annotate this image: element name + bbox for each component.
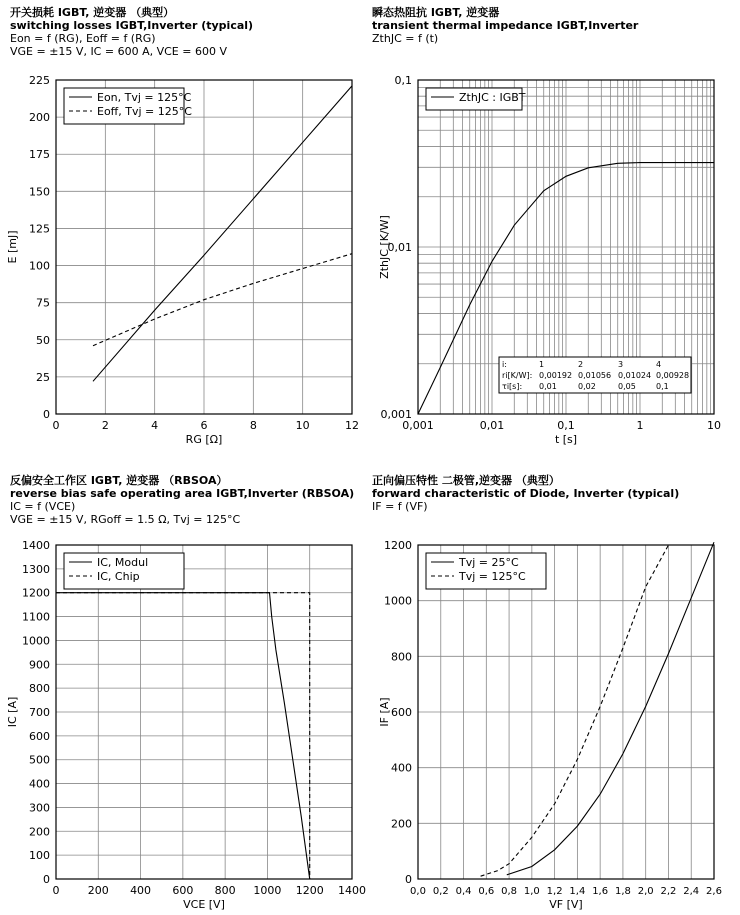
y-tick-label: 25 bbox=[36, 370, 50, 384]
chart1-conditions: VGE = ±15 V, IC = 600 A, VCE = 600 V bbox=[10, 45, 227, 58]
series-line bbox=[507, 542, 714, 875]
x-tick-label: 0,0 bbox=[410, 886, 426, 897]
y-axis-label: ZthJC [K/W] bbox=[378, 215, 391, 279]
chart1-title-cn: 开关损耗 IGBT, 逆变器 （典型） bbox=[10, 6, 175, 19]
grid bbox=[418, 545, 714, 879]
x-tick-label: 1400 bbox=[338, 884, 366, 897]
legend-label: ZthJC : IGBT bbox=[459, 91, 526, 104]
chart2-title-cn: 瞬态热阻抗 IGBT, 逆变器 bbox=[372, 6, 500, 19]
legend-label: Eon, Tvj = 125°C bbox=[97, 91, 192, 104]
x-tick-label: 0,8 bbox=[501, 886, 518, 897]
x-tick-label: 8 bbox=[249, 419, 257, 432]
param-table-cell: 0,01024 bbox=[618, 371, 652, 380]
param-table-cell: 0,1 bbox=[656, 382, 669, 391]
x-tick-label: 1,6 bbox=[592, 886, 609, 897]
x-tick-label: 2,0 bbox=[637, 886, 654, 897]
y-tick-label: 800 bbox=[391, 650, 412, 664]
y-tick-label: 1200 bbox=[384, 539, 412, 552]
chart1-title-en: switching losses IGBT,Inverter (typical) bbox=[10, 19, 254, 32]
param-table-header: i: bbox=[502, 360, 507, 369]
param-table-header: 4 bbox=[656, 360, 662, 369]
chart3-title-en: reverse bias safe operating area IGBT,Inverter (RBSOA) bbox=[10, 487, 355, 500]
y-tick-label: 1100 bbox=[22, 610, 50, 624]
y-tick-label: 125 bbox=[29, 222, 50, 236]
y-tick-label: 75 bbox=[36, 296, 50, 310]
x-tick-label: 6 bbox=[200, 419, 208, 432]
x-tick-label: 600 bbox=[172, 884, 194, 897]
x-tick-label: 1,8 bbox=[614, 886, 631, 897]
chart-2 bbox=[378, 74, 721, 446]
param-table bbox=[499, 357, 691, 393]
x-tick-label: 0,01 bbox=[479, 419, 505, 432]
x-tick-label: 200 bbox=[87, 884, 109, 897]
y-tick-label: 600 bbox=[29, 729, 50, 743]
series-line bbox=[93, 86, 352, 381]
legend bbox=[426, 88, 526, 110]
x-tick-label: 1200 bbox=[295, 884, 324, 897]
y-tick-label: 0,01 bbox=[387, 241, 412, 254]
chart3-title-cn: 反偏安全工作区 IGBT, 逆变器 （RBSOA） bbox=[10, 474, 228, 487]
chart-3 bbox=[6, 539, 366, 911]
y-tick-label: 700 bbox=[29, 706, 50, 719]
legend-label: Tvj = 125°C bbox=[459, 570, 526, 583]
y-tick-label: 900 bbox=[29, 658, 50, 672]
y-tick-label: 1400 bbox=[22, 539, 50, 552]
param-table-header: 2 bbox=[578, 360, 584, 369]
series-line bbox=[93, 254, 352, 346]
x-tick-label: 0,4 bbox=[455, 886, 472, 897]
x-axis-label: t [s] bbox=[554, 433, 578, 446]
x-tick-label: 1,4 bbox=[569, 886, 586, 897]
param-table-cell: 0,05 bbox=[618, 382, 636, 391]
y-tick-label: 0 bbox=[405, 873, 412, 886]
x-tick-label: 10 bbox=[295, 419, 310, 432]
x-tick-label: 2,6 bbox=[706, 886, 722, 897]
y-tick-label: 50 bbox=[36, 333, 50, 347]
chart4-title-en: forward characteristic of Diode, Inverter (typical) bbox=[372, 487, 680, 500]
y-tick-label: 100 bbox=[29, 259, 50, 273]
chart4-formula: IF = f (VF) bbox=[372, 500, 428, 513]
x-tick-label: 1 bbox=[636, 419, 644, 432]
x-tick-label: 4 bbox=[151, 419, 159, 432]
y-tick-label: 0,1 bbox=[394, 74, 412, 87]
y-tick-label: 225 bbox=[29, 74, 50, 87]
y-tick-label: 0 bbox=[43, 873, 50, 886]
y-tick-label: 175 bbox=[29, 148, 50, 162]
y-tick-label: 1300 bbox=[22, 562, 50, 576]
chart-1 bbox=[6, 74, 359, 446]
chart3-conditions: VGE = ±15 V, RGoff = 1.5 Ω, Tvj = 125°C bbox=[10, 513, 241, 526]
x-axis-label: RG [Ω] bbox=[185, 433, 223, 446]
y-tick-label: 1200 bbox=[22, 586, 50, 600]
x-tick-label: 0 bbox=[52, 884, 60, 897]
x-tick-label: 2,2 bbox=[660, 886, 677, 897]
y-axis-label: IC [A] bbox=[6, 696, 19, 728]
grid bbox=[56, 80, 352, 414]
y-tick-label: 200 bbox=[391, 817, 412, 831]
x-tick-label: 10 bbox=[707, 419, 721, 432]
y-tick-label: 200 bbox=[29, 111, 50, 125]
x-tick-label: 0,001 bbox=[402, 419, 434, 432]
param-table-cell: ri[K/W]: bbox=[502, 371, 533, 380]
x-tick-label: 1000 bbox=[253, 884, 282, 897]
chart-4 bbox=[378, 539, 722, 911]
chart1-formula: Eon = f (RG), Eoff = f (RG) bbox=[10, 32, 156, 45]
x-tick-label: 800 bbox=[214, 884, 236, 897]
y-tick-label: 150 bbox=[29, 185, 50, 199]
chart2-title-en: transient thermal impedance IGBT,Inverter bbox=[372, 19, 639, 32]
param-table-cell: 0,00928 bbox=[656, 371, 690, 380]
param-table-header: 3 bbox=[618, 360, 624, 369]
legend bbox=[64, 553, 184, 589]
param-table-cell: 0,01056 bbox=[578, 371, 612, 380]
legend-label: IC, Modul bbox=[97, 556, 149, 569]
param-table-cell: 0,01 bbox=[539, 382, 557, 391]
chart2-formula: ZthJC = f (t) bbox=[372, 32, 439, 45]
y-axis-label: IF [A] bbox=[378, 697, 391, 727]
x-tick-label: 2 bbox=[101, 419, 109, 432]
y-tick-label: 300 bbox=[29, 801, 50, 815]
x-tick-label: 0 bbox=[52, 419, 60, 432]
x-tick-label: 1,0 bbox=[523, 886, 540, 897]
param-table-cell: 0,02 bbox=[578, 382, 596, 391]
legend-label: IC, Chip bbox=[97, 570, 140, 583]
legend bbox=[64, 88, 192, 124]
legend bbox=[426, 553, 546, 589]
param-table-cell: τi[s]: bbox=[502, 382, 523, 391]
chart4-title-cn: 正向偏压特性 二极管,逆变器 （典型） bbox=[372, 474, 560, 487]
x-tick-label: 12 bbox=[345, 419, 359, 432]
y-tick-label: 100 bbox=[29, 849, 50, 863]
legend-label: Tvj = 25°C bbox=[459, 556, 519, 569]
chart3-formula: IC = f (VCE) bbox=[10, 500, 76, 513]
param-table-cell: 0,00192 bbox=[539, 371, 573, 380]
x-tick-label: 0,6 bbox=[478, 886, 495, 897]
y-axis-label: E [mJ] bbox=[6, 230, 19, 264]
legend-label: Eoff, Tvj = 125°C bbox=[97, 105, 192, 118]
grid bbox=[56, 545, 352, 879]
y-tick-label: 0,001 bbox=[380, 408, 412, 421]
x-tick-label: 400 bbox=[130, 884, 152, 897]
x-tick-label: 2,4 bbox=[683, 886, 700, 897]
param-table-header: 1 bbox=[539, 360, 545, 369]
x-tick-label: 1,2 bbox=[546, 886, 563, 897]
x-axis-label: VCE [V] bbox=[183, 898, 225, 911]
y-tick-label: 1000 bbox=[22, 634, 50, 648]
y-tick-label: 1000 bbox=[384, 594, 412, 608]
x-tick-label: 0,2 bbox=[432, 886, 449, 897]
y-tick-label: 500 bbox=[29, 753, 50, 767]
y-tick-label: 0 bbox=[43, 408, 50, 421]
x-tick-label: 0,1 bbox=[557, 419, 575, 432]
x-axis-label: VF [V] bbox=[549, 898, 583, 911]
y-tick-label: 800 bbox=[29, 682, 50, 696]
y-tick-label: 400 bbox=[391, 761, 412, 775]
y-tick-label: 200 bbox=[29, 825, 50, 839]
y-tick-label: 400 bbox=[29, 777, 50, 791]
y-tick-label: 600 bbox=[391, 706, 412, 719]
